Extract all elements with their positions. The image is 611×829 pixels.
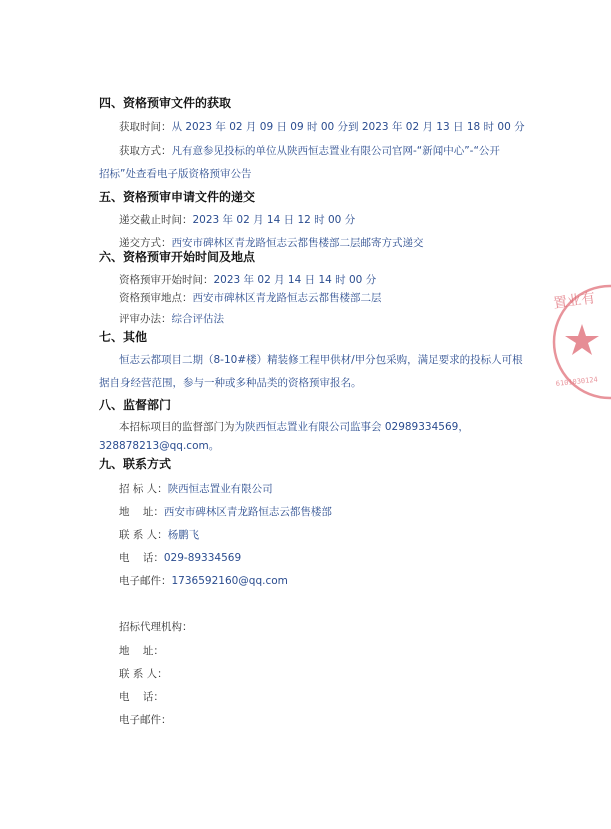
agency-address-label: 地 址：	[119, 645, 164, 657]
submit-deadline-value: 2023 年 02 月 14 日 12 时 00 分	[192, 214, 356, 226]
obtain-time-label: 获取时间：	[119, 121, 172, 133]
section-6-heading: 六、资格预审开始时间及地点	[99, 250, 256, 264]
section-4-heading: 四、资格预审文件的获取	[99, 96, 232, 110]
phone-label: 电 话：	[119, 552, 164, 564]
email-value: 1736592160@qq.com	[171, 575, 288, 587]
obtain-method-value-2: 招标”处查看电子版资格预审公告	[99, 168, 252, 180]
phone-value: 029-89334569	[163, 552, 242, 564]
address-row	[119, 505, 332, 519]
other-text-1: 恒志云都项目二期（8-10#楼）精装修工程甲供材/甲分包采购，满足要求的投标人可根	[119, 354, 523, 366]
supervision-row	[119, 420, 469, 434]
obtain-method-label: 获取方式：	[119, 145, 172, 157]
agency-title: 招标代理机构：	[119, 621, 193, 633]
address-value: 西安市碑林区青龙路恒志云都售楼部	[163, 506, 332, 518]
tenderer-label: 招 标 人：	[119, 483, 168, 495]
prequal-place-row	[119, 291, 382, 305]
phone-row	[119, 551, 241, 565]
section-5-heading: 五、资格预审申请文件的递交	[99, 190, 256, 204]
tenderer-value: 陕西恒志置业有限公司	[167, 483, 273, 495]
agency-phone-label: 电 话：	[119, 691, 164, 703]
submit-method-label: 递交方式：	[119, 237, 172, 249]
prequal-start-row	[119, 273, 376, 287]
prequal-start-value: 2023 年 02 月 14 日 14 时 00 分	[213, 274, 377, 286]
submit-method-row	[119, 236, 424, 250]
supervision-prefix: 本招标项目的监督部门为	[119, 421, 235, 433]
section-8-heading: 八、监督部门	[99, 398, 172, 412]
submit-deadline-row	[119, 213, 355, 227]
submit-method-value: 西安市碑林区青龙路恒志云都售楼部二层邮寄方式递交	[171, 237, 424, 249]
obtain-time-row	[119, 120, 525, 134]
section-7-heading: 七、其他	[99, 330, 148, 344]
email-row	[119, 574, 288, 588]
prequal-place-label: 资格预审地点：	[119, 292, 193, 304]
eval-method-label: 评审办法：	[119, 313, 172, 325]
obtain-method-row	[119, 144, 500, 158]
agency-contact-label: 联 系 人：	[119, 668, 168, 680]
seal-text-top: 置业有	[552, 290, 597, 312]
obtain-time-value: 从 2023 年 02 月 09 日 09 时 00 分到 2023 年 02 月 13 日 18 时 00 分	[171, 121, 525, 133]
submit-deadline-label: 递交截止时间：	[119, 214, 193, 226]
section-9-heading: 九、联系方式	[99, 457, 172, 471]
contact-value: 杨鹏飞	[167, 529, 200, 541]
contact-label: 联 系 人：	[119, 529, 168, 541]
seal-graphic	[548, 282, 611, 402]
seal-text-bottom: 6101030124	[555, 375, 599, 388]
contact-row	[119, 528, 199, 542]
eval-method-row	[119, 312, 224, 326]
tenderer-row	[119, 482, 273, 496]
email-label: 电子邮件：	[119, 575, 172, 587]
prequal-place-value: 西安市碑林区青龙路恒志云都售楼部二层	[192, 292, 382, 304]
supervision-email: 328878213@qq.com。	[99, 440, 220, 452]
seal-star-icon	[565, 324, 599, 355]
company-seal	[548, 282, 611, 402]
eval-method-value: 综合评估法	[171, 313, 224, 325]
supervision-value: 为陕西恒志置业有限公司监事会 02989334569，	[234, 421, 469, 433]
prequal-start-label: 资格预审开始时间：	[119, 274, 214, 286]
other-text-2: 据自身经营范围，参与一种或多种品类的资格预审报名。	[99, 377, 362, 389]
agency-email-label: 电子邮件：	[119, 714, 172, 726]
obtain-method-value-1: 凡有意参见投标的单位从陕西恒志置业有限公司官网-“新闻中心”-“公开	[171, 145, 500, 157]
address-label: 地 址：	[119, 506, 164, 518]
